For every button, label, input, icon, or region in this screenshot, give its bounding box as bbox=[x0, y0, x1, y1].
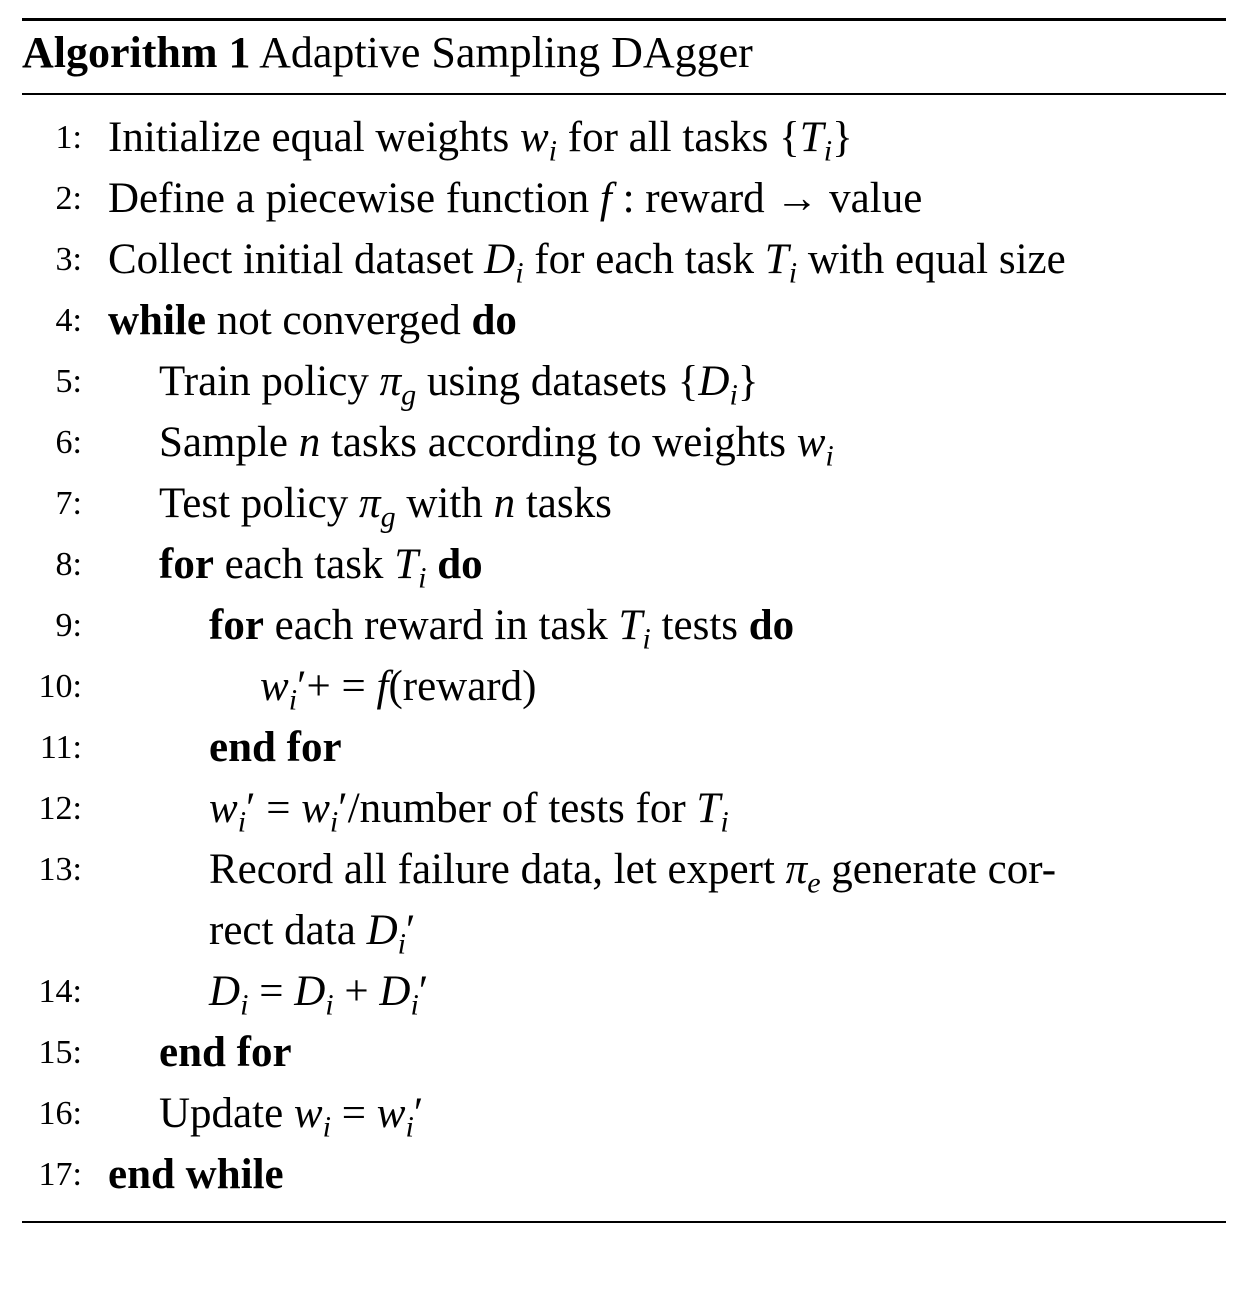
algorithm-body bbox=[22, 95, 1226, 1205]
algorithm-block bbox=[22, 18, 1226, 1223]
line-number: 1: bbox=[55, 119, 82, 156]
line-number: 13: bbox=[38, 851, 82, 888]
algorithm-line-10 bbox=[22, 656, 1226, 717]
line-text: $w_i'+$ = f(reward) bbox=[260, 663, 537, 717]
line-number: 17: bbox=[38, 1156, 82, 1193]
line-text: end for bbox=[209, 724, 342, 771]
algorithm-line-13 bbox=[22, 839, 1226, 961]
line-text: end while bbox=[108, 1151, 284, 1198]
algorithm-line-5 bbox=[22, 351, 1226, 412]
line-number: 16: bbox=[38, 1095, 82, 1132]
line-text: Define a piecewise function f : reward → value bbox=[108, 175, 923, 222]
line-number: 10: bbox=[38, 668, 82, 705]
line-number: 7: bbox=[55, 485, 82, 522]
line-number: 5: bbox=[55, 363, 82, 400]
line-text: Collect initial dataset $D_i$ for each task $T_i$ with equal size bbox=[108, 236, 1066, 290]
algorithm-line-17 bbox=[22, 1144, 1226, 1205]
line-text: while not converged do bbox=[108, 297, 517, 344]
algorithm-label: Algorithm 1 bbox=[22, 28, 251, 77]
algorithm-line-9 bbox=[22, 595, 1226, 656]
line-text: Test policy $\pi_g$ with n tasks bbox=[159, 480, 612, 534]
line-text: for each task $T_i$ do bbox=[159, 541, 483, 595]
line-text: for each reward in task $T_i$ tests do bbox=[209, 602, 795, 656]
line-text: Initialize equal weights $w_i$ for all tasks $\{T_i\}$ bbox=[108, 114, 853, 168]
algorithm-line-8 bbox=[22, 534, 1226, 595]
line-number: 15: bbox=[38, 1034, 82, 1071]
algorithm-line-7 bbox=[22, 473, 1226, 534]
line-number: 9: bbox=[55, 607, 82, 644]
line-number: 2: bbox=[55, 180, 82, 217]
algorithm-title: Adaptive Sampling DAgger bbox=[259, 28, 753, 77]
line-text: Train policy $\pi_g$ using datasets $\{D_i\}$ bbox=[159, 358, 759, 412]
algorithm-line-14 bbox=[22, 961, 1226, 1022]
algorithm-line-2 bbox=[22, 168, 1226, 229]
bottom-rule bbox=[22, 1221, 1226, 1223]
algorithm-line-15 bbox=[22, 1022, 1226, 1083]
line-text: Record all failure data, let expert $\pi_e$ generate cor- rect data $D_i'$ bbox=[209, 846, 1057, 961]
line-text: $w_i'$ = $w_i'$/number of tests for $T_i$ bbox=[209, 785, 729, 839]
algorithm-line-4 bbox=[22, 290, 1226, 351]
line-number: 8: bbox=[55, 546, 82, 583]
algorithm-line-12 bbox=[22, 778, 1226, 839]
algorithm-line-6 bbox=[22, 412, 1226, 473]
line-text: end for bbox=[159, 1029, 292, 1076]
algorithm-line-3 bbox=[22, 229, 1226, 290]
algorithm-caption bbox=[22, 21, 1226, 83]
line-text: $D_i = D_i + D_i'$ bbox=[209, 968, 429, 1022]
algorithm-line-11 bbox=[22, 717, 1226, 778]
line-number: 12: bbox=[38, 790, 82, 827]
line-number: 11: bbox=[39, 729, 82, 766]
line-number: 4: bbox=[55, 302, 82, 339]
line-number: 3: bbox=[55, 241, 82, 278]
line-text: Sample n tasks according to weights $w_i$ bbox=[159, 419, 834, 473]
line-number: 14: bbox=[38, 973, 82, 1010]
algorithm-line-16 bbox=[22, 1083, 1226, 1144]
line-text: Update $w_i = w_i'$ bbox=[159, 1090, 424, 1144]
line-number: 6: bbox=[55, 424, 82, 461]
algorithm-line-1 bbox=[22, 107, 1226, 168]
